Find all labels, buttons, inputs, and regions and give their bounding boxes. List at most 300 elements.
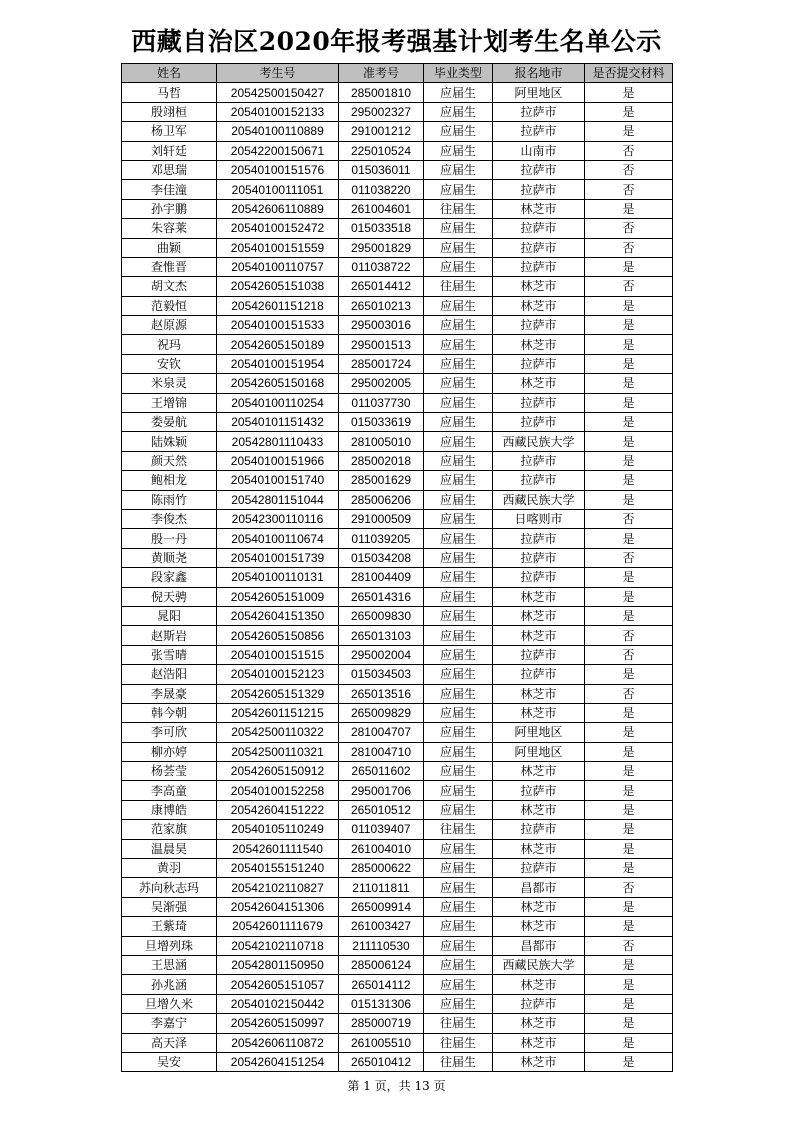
cell-graduation-type: 应届生: [424, 490, 493, 509]
cell-registration-city: 林芝市: [493, 839, 585, 858]
cell-exam-number: 20540100151740: [217, 471, 339, 490]
cell-exam-number: 20540100151559: [217, 238, 339, 257]
cell-registration-city: 林芝市: [493, 335, 585, 354]
cell-graduation-type: 往届生: [424, 1052, 493, 1071]
cell-admission-number: 285000719: [339, 1014, 424, 1033]
cell-registration-city: 拉萨市: [493, 820, 585, 839]
table-row: [122, 781, 673, 800]
cell-materials-submitted: 否: [585, 684, 673, 703]
cell-graduation-type: 应届生: [424, 606, 493, 625]
cell-materials-submitted: 是: [585, 703, 673, 722]
cell-exam-number: 20540100110254: [217, 393, 339, 412]
cell-exam-number: 20542801151044: [217, 490, 339, 509]
cell-admission-number: 285001810: [339, 83, 424, 102]
cell-exam-number: 20542605150189: [217, 335, 339, 354]
cell-admission-number: 295002327: [339, 102, 424, 121]
cell-name: 吴渐强: [122, 897, 217, 916]
cell-graduation-type: 应届生: [424, 238, 493, 257]
cell-graduation-type: 应届生: [424, 335, 493, 354]
cell-graduation-type: 应届生: [424, 723, 493, 742]
cell-admission-number: 015034208: [339, 548, 424, 567]
cell-admission-number: 015033518: [339, 219, 424, 238]
cell-name: 黄羽: [122, 859, 217, 878]
cell-admission-number: 265009914: [339, 897, 424, 916]
cell-graduation-type: 应届生: [424, 800, 493, 819]
cell-exam-number: 20542604151254: [217, 1052, 339, 1071]
cell-exam-number: 20542605150912: [217, 762, 339, 781]
cell-exam-number: 20542801110433: [217, 432, 339, 451]
cell-graduation-type: 往届生: [424, 820, 493, 839]
cell-graduation-type: 应届生: [424, 859, 493, 878]
cell-admission-number: 225010524: [339, 141, 424, 160]
cell-registration-city: 拉萨市: [493, 238, 585, 257]
cell-exam-number: 20542102110827: [217, 878, 339, 897]
table-row: [122, 878, 673, 897]
cell-name: 王紫琦: [122, 917, 217, 936]
cell-materials-submitted: 是: [585, 897, 673, 916]
cell-name: 温晨昊: [122, 839, 217, 858]
cell-materials-submitted: 是: [585, 859, 673, 878]
cell-graduation-type: 应届生: [424, 413, 493, 432]
cell-registration-city: 日喀则市: [493, 509, 585, 528]
cell-registration-city: 阿里地区: [493, 742, 585, 761]
table-row: [122, 994, 673, 1013]
cell-admission-number: 265010412: [339, 1052, 424, 1071]
cell-graduation-type: 应届生: [424, 548, 493, 567]
table-row: [122, 723, 673, 742]
cell-admission-number: 015131306: [339, 994, 424, 1013]
cell-graduation-type: 应届生: [424, 781, 493, 800]
table-row: [122, 257, 673, 276]
cell-admission-number: 285002018: [339, 451, 424, 470]
cell-graduation-type: 应届生: [424, 587, 493, 606]
cell-registration-city: 林芝市: [493, 975, 585, 994]
cell-name: 殷一丹: [122, 529, 217, 548]
cell-exam-number: 20540100151533: [217, 316, 339, 335]
cell-exam-number: 20542605150168: [217, 374, 339, 393]
cell-graduation-type: 应届生: [424, 917, 493, 936]
table-row: [122, 703, 673, 722]
cell-materials-submitted: 是: [585, 296, 673, 315]
cell-registration-city: 拉萨市: [493, 645, 585, 664]
page-title: 西藏自治区2020年报考强基计划考生名单公示: [131, 27, 662, 56]
header-registration-city: 报名地市: [493, 64, 585, 83]
cell-graduation-type: 应届生: [424, 257, 493, 276]
cell-exam-number: 20542606110889: [217, 199, 339, 218]
cell-exam-number: 20540100151576: [217, 160, 339, 179]
cell-graduation-type: 应届生: [424, 684, 493, 703]
cell-graduation-type: 应届生: [424, 839, 493, 858]
table-row: [122, 316, 673, 335]
cell-graduation-type: 应届生: [424, 665, 493, 684]
cell-name: 鲍相龙: [122, 471, 217, 490]
table-row: [122, 83, 673, 102]
table-row: [122, 568, 673, 587]
cell-exam-number: 20540100151739: [217, 548, 339, 567]
cell-admission-number: 281004707: [339, 723, 424, 742]
cell-registration-city: 拉萨市: [493, 781, 585, 800]
cell-graduation-type: 往届生: [424, 277, 493, 296]
cell-exam-number: 20540100152133: [217, 102, 339, 121]
cell-graduation-type: 往届生: [424, 199, 493, 218]
cell-registration-city: 林芝市: [493, 374, 585, 393]
cell-exam-number: 20542605151009: [217, 587, 339, 606]
cell-name: 朱容莱: [122, 219, 217, 238]
cell-exam-number: 20542500110321: [217, 742, 339, 761]
cell-registration-city: 林芝市: [493, 1052, 585, 1071]
cell-materials-submitted: 是: [585, 432, 673, 451]
cell-exam-number: 20540155151240: [217, 859, 339, 878]
cell-name: 苏向秋志玛: [122, 878, 217, 897]
cell-materials-submitted: 是: [585, 1052, 673, 1071]
cell-name: 颜天然: [122, 451, 217, 470]
table-row: [122, 975, 673, 994]
table-row: [122, 102, 673, 121]
cell-graduation-type: 应届生: [424, 645, 493, 664]
cell-graduation-type: 应届生: [424, 296, 493, 315]
cell-graduation-type: 应届生: [424, 374, 493, 393]
cell-admission-number: 011039407: [339, 820, 424, 839]
header-materials-submitted: 是否提交材料: [585, 64, 673, 83]
cell-exam-number: 20540105110249: [217, 820, 339, 839]
header-admission-number: 准考号: [339, 64, 424, 83]
cell-registration-city: 拉萨市: [493, 160, 585, 179]
cell-exam-number: 20542300110116: [217, 509, 339, 528]
table-row: [122, 1014, 673, 1033]
table-row: [122, 393, 673, 412]
table-row: [122, 1033, 673, 1052]
cell-name: 王思涵: [122, 955, 217, 974]
cell-materials-submitted: 是: [585, 471, 673, 490]
cell-materials-submitted: 是: [585, 820, 673, 839]
cell-exam-number: 20540100151515: [217, 645, 339, 664]
table-row: [122, 955, 673, 974]
cell-materials-submitted: 是: [585, 800, 673, 819]
cell-graduation-type: 往届生: [424, 1014, 493, 1033]
cell-exam-number: 20542604151222: [217, 800, 339, 819]
cell-materials-submitted: 是: [585, 587, 673, 606]
cell-name: 范家旗: [122, 820, 217, 839]
cell-admission-number: 295002005: [339, 374, 424, 393]
cell-admission-number: 265010213: [339, 296, 424, 315]
cell-materials-submitted: 是: [585, 606, 673, 625]
cell-graduation-type: 应届生: [424, 141, 493, 160]
cell-registration-city: 拉萨市: [493, 451, 585, 470]
cell-exam-number: 20542605151329: [217, 684, 339, 703]
cell-registration-city: 林芝市: [493, 703, 585, 722]
table-row: [122, 606, 673, 625]
cell-materials-submitted: 否: [585, 180, 673, 199]
cell-exam-number: 20540100152258: [217, 781, 339, 800]
cell-name: 孙兆涵: [122, 975, 217, 994]
cell-registration-city: 林芝市: [493, 277, 585, 296]
cell-exam-number: 20542606110872: [217, 1033, 339, 1052]
cell-admission-number: 011039205: [339, 529, 424, 548]
table-row: [122, 529, 673, 548]
cell-name: 娄晏航: [122, 413, 217, 432]
cell-name: 殷翊桓: [122, 102, 217, 121]
cell-name: 韩今朝: [122, 703, 217, 722]
cell-graduation-type: 应届生: [424, 936, 493, 955]
cell-materials-submitted: 否: [585, 219, 673, 238]
cell-graduation-type: 应届生: [424, 471, 493, 490]
cell-name: 倪天骋: [122, 587, 217, 606]
cell-admission-number: 265010512: [339, 800, 424, 819]
cell-exam-number: 20542200150671: [217, 141, 339, 160]
cell-materials-submitted: 是: [585, 199, 673, 218]
candidate-table: [121, 63, 673, 1072]
cell-admission-number: 261003427: [339, 917, 424, 936]
cell-materials-submitted: 是: [585, 83, 673, 102]
cell-admission-number: 265013516: [339, 684, 424, 703]
cell-admission-number: 265013103: [339, 626, 424, 645]
cell-exam-number: 20542604151350: [217, 606, 339, 625]
cell-admission-number: 285001724: [339, 354, 424, 373]
cell-materials-submitted: 是: [585, 374, 673, 393]
cell-registration-city: 西藏民族大学: [493, 955, 585, 974]
header-graduation-type: 毕业类型: [424, 64, 493, 83]
cell-admission-number: 281004409: [339, 568, 424, 587]
cell-registration-city: 拉萨市: [493, 257, 585, 276]
cell-materials-submitted: 否: [585, 878, 673, 897]
cell-graduation-type: 应届生: [424, 975, 493, 994]
cell-name: 晁阳: [122, 606, 217, 625]
table-row: [122, 548, 673, 567]
cell-materials-submitted: 是: [585, 102, 673, 121]
cell-materials-submitted: 否: [585, 141, 673, 160]
cell-registration-city: 林芝市: [493, 626, 585, 645]
cell-name: 曲颖: [122, 238, 217, 257]
cell-name: 康博皓: [122, 800, 217, 819]
cell-registration-city: 林芝市: [493, 296, 585, 315]
cell-materials-submitted: 是: [585, 413, 673, 432]
cell-exam-number: 20542500110322: [217, 723, 339, 742]
cell-materials-submitted: 是: [585, 451, 673, 470]
cell-materials-submitted: 否: [585, 936, 673, 955]
cell-graduation-type: 应届生: [424, 432, 493, 451]
cell-exam-number: 20542801150950: [217, 955, 339, 974]
cell-graduation-type: 应届生: [424, 568, 493, 587]
cell-name: 吴安: [122, 1052, 217, 1071]
cell-admission-number: 011038220: [339, 180, 424, 199]
cell-graduation-type: 应届生: [424, 354, 493, 373]
cell-graduation-type: 应届生: [424, 122, 493, 141]
cell-name: 马哲: [122, 83, 217, 102]
table-row: [122, 820, 673, 839]
cell-materials-submitted: 是: [585, 742, 673, 761]
cell-name: 赵浩阳: [122, 665, 217, 684]
table-row: [122, 354, 673, 373]
cell-materials-submitted: 是: [585, 975, 673, 994]
cell-admission-number: 295001706: [339, 781, 424, 800]
table-row: [122, 800, 673, 819]
cell-registration-city: 拉萨市: [493, 393, 585, 412]
cell-graduation-type: 应届生: [424, 160, 493, 179]
cell-materials-submitted: 是: [585, 257, 673, 276]
cell-registration-city: 昌都市: [493, 878, 585, 897]
cell-name: 查惟晋: [122, 257, 217, 276]
cell-admission-number: 281005010: [339, 432, 424, 451]
cell-graduation-type: 应届生: [424, 83, 493, 102]
cell-exam-number: 20542605150856: [217, 626, 339, 645]
cell-registration-city: 林芝市: [493, 606, 585, 625]
cell-materials-submitted: 否: [585, 645, 673, 664]
cell-admission-number: 261004010: [339, 839, 424, 858]
cell-registration-city: 西藏民族大学: [493, 432, 585, 451]
cell-registration-city: 林芝市: [493, 684, 585, 703]
cell-name: 旦增列珠: [122, 936, 217, 955]
cell-graduation-type: 应届生: [424, 219, 493, 238]
cell-materials-submitted: 是: [585, 122, 673, 141]
cell-name: 段家鑫: [122, 568, 217, 587]
cell-name: 李可欣: [122, 723, 217, 742]
cell-exam-number: 20540100110889: [217, 122, 339, 141]
cell-admission-number: 265014316: [339, 587, 424, 606]
cell-name: 旦增久米: [122, 994, 217, 1013]
cell-registration-city: 林芝市: [493, 897, 585, 916]
cell-graduation-type: 应届生: [424, 955, 493, 974]
cell-admission-number: 285000622: [339, 859, 424, 878]
cell-admission-number: 295002004: [339, 645, 424, 664]
cell-materials-submitted: 是: [585, 335, 673, 354]
cell-registration-city: 拉萨市: [493, 316, 585, 335]
cell-name: 祝玛: [122, 335, 217, 354]
cell-admission-number: 295001829: [339, 238, 424, 257]
cell-admission-number: 211110530: [339, 936, 424, 955]
cell-graduation-type: 应届生: [424, 703, 493, 722]
cell-registration-city: 林芝市: [493, 762, 585, 781]
cell-exam-number: 20540101151432: [217, 413, 339, 432]
cell-exam-number: 20540100152472: [217, 219, 339, 238]
table-row: [122, 859, 673, 878]
table-row: [122, 374, 673, 393]
cell-registration-city: 拉萨市: [493, 529, 585, 548]
cell-name: 杨荟莹: [122, 762, 217, 781]
cell-graduation-type: 应届生: [424, 102, 493, 121]
cell-registration-city: 拉萨市: [493, 665, 585, 684]
cell-materials-submitted: 否: [585, 548, 673, 567]
cell-registration-city: 昌都市: [493, 936, 585, 955]
table-row: [122, 122, 673, 141]
cell-materials-submitted: 是: [585, 917, 673, 936]
cell-name: 高天泽: [122, 1033, 217, 1052]
cell-registration-city: 拉萨市: [493, 568, 585, 587]
cell-exam-number: 20542604151306: [217, 897, 339, 916]
table-row: [122, 645, 673, 664]
cell-exam-number: 20540102150442: [217, 994, 339, 1013]
table-row: [122, 917, 673, 936]
table-row: [122, 684, 673, 703]
cell-graduation-type: 应届生: [424, 451, 493, 470]
cell-exam-number: 20542601151218: [217, 296, 339, 315]
cell-registration-city: 拉萨市: [493, 413, 585, 432]
cell-materials-submitted: 是: [585, 994, 673, 1013]
cell-materials-submitted: 否: [585, 160, 673, 179]
cell-graduation-type: 应届生: [424, 393, 493, 412]
cell-name: 柳亦婷: [122, 742, 217, 761]
cell-admission-number: 211011811: [339, 878, 424, 897]
table-row: [122, 335, 673, 354]
cell-exam-number: 20540100110757: [217, 257, 339, 276]
cell-admission-number: 285006206: [339, 490, 424, 509]
cell-name: 杨卫军: [122, 122, 217, 141]
cell-name: 李佳潼: [122, 180, 217, 199]
cell-admission-number: 011037730: [339, 393, 424, 412]
cell-materials-submitted: 是: [585, 529, 673, 548]
cell-exam-number: 20540100110131: [217, 568, 339, 587]
cell-exam-number: 20540100111051: [217, 180, 339, 199]
cell-name: 王增锦: [122, 393, 217, 412]
cell-registration-city: 林芝市: [493, 199, 585, 218]
cell-exam-number: 20540100151966: [217, 451, 339, 470]
cell-exam-number: 20542605150997: [217, 1014, 339, 1033]
cell-name: 刘轩廷: [122, 141, 217, 160]
cell-materials-submitted: 是: [585, 1014, 673, 1033]
cell-name: 陈雨竹: [122, 490, 217, 509]
cell-graduation-type: 应届生: [424, 509, 493, 528]
cell-graduation-type: 往届生: [424, 1033, 493, 1052]
cell-graduation-type: 应届生: [424, 529, 493, 548]
cell-materials-submitted: 是: [585, 393, 673, 412]
cell-graduation-type: 应届生: [424, 897, 493, 916]
table-row: [122, 238, 673, 257]
table-row: [122, 762, 673, 781]
cell-admission-number: 011038722: [339, 257, 424, 276]
cell-admission-number: 265009829: [339, 703, 424, 722]
cell-registration-city: 山南市: [493, 141, 585, 160]
table-row: [122, 277, 673, 296]
cell-registration-city: 林芝市: [493, 587, 585, 606]
table-header-row: [122, 64, 673, 83]
cell-admission-number: 015033619: [339, 413, 424, 432]
header-exam-number: 考生号: [217, 64, 339, 83]
cell-admission-number: 261004601: [339, 199, 424, 218]
cell-registration-city: 拉萨市: [493, 102, 585, 121]
cell-materials-submitted: 是: [585, 490, 673, 509]
cell-admission-number: 285006124: [339, 955, 424, 974]
cell-graduation-type: 应届生: [424, 180, 493, 199]
table-row: [122, 587, 673, 606]
cell-exam-number: 20540100152123: [217, 665, 339, 684]
cell-registration-city: 林芝市: [493, 800, 585, 819]
cell-graduation-type: 应届生: [424, 878, 493, 897]
cell-admission-number: 295001513: [339, 335, 424, 354]
table-row: [122, 936, 673, 955]
cell-materials-submitted: 是: [585, 316, 673, 335]
table-row: [122, 296, 673, 315]
cell-name: 张雪晴: [122, 645, 217, 664]
cell-registration-city: 林芝市: [493, 1033, 585, 1052]
cell-graduation-type: 应届生: [424, 316, 493, 335]
cell-admission-number: 261005510: [339, 1033, 424, 1052]
cell-graduation-type: 应届生: [424, 626, 493, 645]
cell-admission-number: 291000509: [339, 509, 424, 528]
cell-materials-submitted: 是: [585, 568, 673, 587]
page-footer: 第 1 页，共 13 页: [347, 1079, 446, 1093]
cell-name: 孙宇鹏: [122, 199, 217, 218]
cell-name: 黄顺尧: [122, 548, 217, 567]
cell-admission-number: 015036011: [339, 160, 424, 179]
table-row: [122, 509, 673, 528]
cell-materials-submitted: 是: [585, 955, 673, 974]
cell-registration-city: 拉萨市: [493, 994, 585, 1013]
table-row: [122, 742, 673, 761]
cell-materials-submitted: 否: [585, 277, 673, 296]
cell-name: 陆姝颖: [122, 432, 217, 451]
cell-name: 李嘉宁: [122, 1014, 217, 1033]
cell-exam-number: 20542601151215: [217, 703, 339, 722]
cell-admission-number: 265011602: [339, 762, 424, 781]
